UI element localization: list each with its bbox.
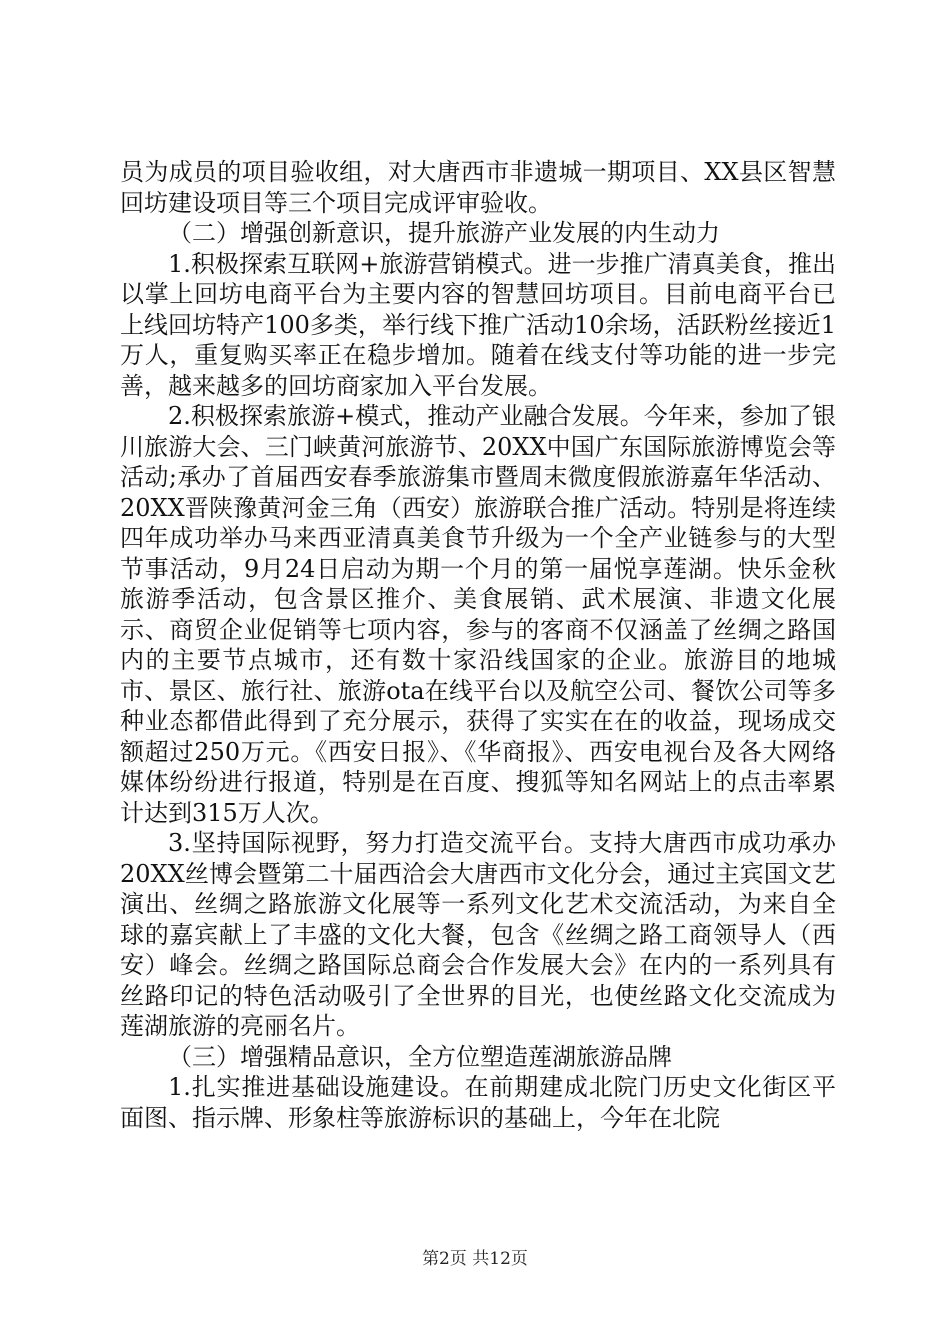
paragraph-tourism-plus: 2.积极探索旅游+模式，推动产业融合发展。今年来，参加了银川旅游大会、三门峡黄河旅游节、20XX中国广东国际旅游博览会等活动;承办了首届西安春季旅游集市暨周末微度假旅游嘉年华活动、20XX晋陕豫黄河金三角（西安）旅游联合推广活动。特别是将连续四年成功举办马来西亚清真美食节升级为一个全产业链参与的大型节事活动，9月24日启动为期一个月的第一届悦享莲湖。快乐金秋旅游季活动，包含景区推介、美食展销、武术展演、非遗文化展示、商贸企业促销等七项内容，参与的客商不仅涵盖了丝绸之路国内的主要节点城市，还有数十家沿线国家的企业。旅游目的地城市、景区、旅行社、旅游ota在线平台以及航空公司、餐饮公司等多种业态都借此得到了充分展示，获得了实实在在的收益，现场成交额超过250万元。《西安日报》、《华商报》、西安电视台及各大网络媒体纷纷进行报道，特别是在百度、搜狐等知名网站上的点击率累计达到315万人次。	[120, 402, 836, 827]
paragraph-continuation: 员为成员的项目验收组，对大唐西市非遗城一期项目、XX县区智慧回坊建设项目等三个项目完成评审验收。	[120, 158, 836, 217]
paragraph-international: 3.坚持国际视野，努力打造交流平台。支持大唐西市成功承办20XX丝博会暨第二十届西洽会大唐西市文化分会，通过主宾国文艺演出、丝绸之路旅游文化展等一系列文化艺术交流活动，为来自全球的嘉宾献上了丰盛的文化大餐，包含《丝绸之路工商领导人（西安）峰会。丝绸之路国际总商会合作发展大会》在内的一系列具有丝路印记的特色活动吸引了全世界的目光，也使丝路文化交流成为莲湖旅游的亮丽名片。	[120, 829, 836, 1040]
paragraph-internet-tourism: 1.积极探索互联网+旅游营销模式。进一步推广清真美食，推出以掌上回坊电商平台为主要内容的智慧回坊项目。目前电商平台已上线回坊特产100多类，举行线下推广活动10余场，活跃粉丝接近1万人，重复购买率正在稳步增加。随着在线支付等功能的进一步完善，越来越多的回坊商家加入平台发展。	[120, 249, 836, 400]
section-heading-2: （二）增强创新意识，提升旅游产业发展的内生动力	[168, 219, 720, 247]
section-heading-3: （三）增强精品意识，全方位塑造莲湖旅游品牌	[168, 1042, 672, 1071]
paragraph-infrastructure: 1.扎实推进基础设施建设。在前期建成北院门历史文化街区平面图、指示牌、形象柱等旅游标识的基础上，今年在北院	[120, 1073, 836, 1132]
page-footer: 第2页 共12页	[422, 1249, 528, 1269]
document-body	[120, 157, 836, 1133]
